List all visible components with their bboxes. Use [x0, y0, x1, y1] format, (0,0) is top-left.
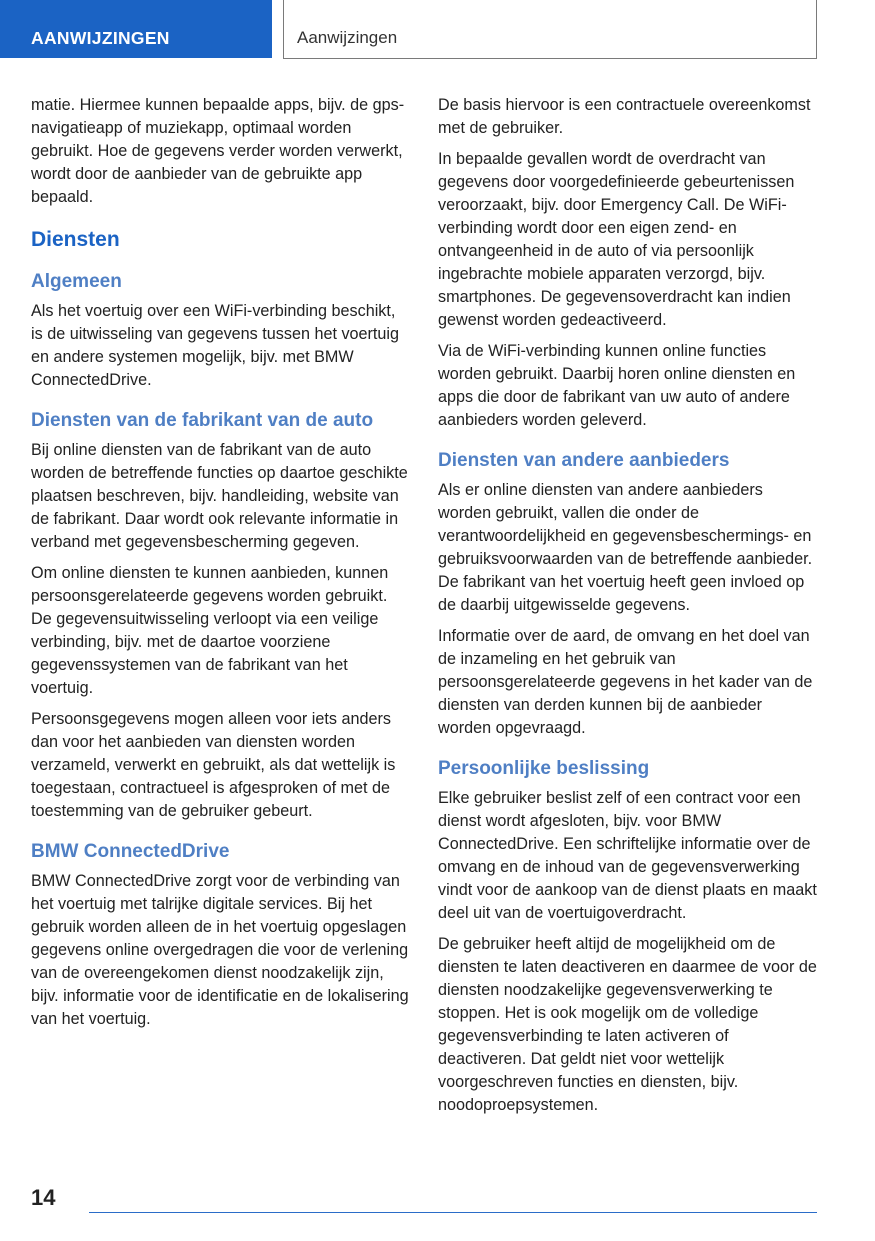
footer-divider: [89, 1212, 817, 1213]
andere-aanbieders-heading: Diensten van andere aanbieders: [438, 450, 730, 471]
andere-aanbieders-paragraph: Als er online diensten van andere aanbieders worden gebruikt, vallen die onder de verantwoordelijkheid en gegevensbeschermings- en gebruiksvoorwaarden van de betreffende aanbieder. De fabrikant van het voertuig heeft geen invloed op de daarbij uitgewisselde gegevens.: [438, 481, 813, 614]
fabrikant-paragraph: Persoonsgegevens mogen alleen voor iets anders dan voor het aanbieden van diensten worden verzameld, verwerkt en gebruikt, als dat wettelijk is toegestaan, contractueel is afgesproken of met de toestemming van de gebruiker gebeurt.: [31, 710, 396, 820]
right-column: [438, 94, 818, 1125]
intro-paragraph: matie. Hiermee kunnen bepaalde apps, bijv. de gps-navigatieapp of muziekapp, optimaal worden gebruikt. Hoe de gegevens verder worden verwerkt, wordt door de aanbieder van de gebruikte app bepaald.: [31, 96, 405, 206]
fabrikant-paragraph: Om online diensten te kunnen aanbieden, kunnen persoonsgerelateerde gegevens worden gebruikt. De gegevensuitwisseling verloopt via een veilige verbinding, bijv. met de daartoe voorziene gegevenssystemen van de fabrikant van het voertuig.: [31, 564, 389, 697]
page-number: 14: [31, 1185, 56, 1210]
persoonlijke-beslissing-paragraph: Elke gebruiker beslist zelf of een contract voor een dienst wordt afgesloten, bijv. voor BMW ConnectedDrive. Een schriftelijke informatie over de omvang en de inhoud van de gegevensverwerking vindt voor de aankoop van de dienst plaats en maakt deel uit van de voertuigoverdracht.: [438, 789, 817, 922]
diensten-heading: Diensten: [31, 228, 120, 251]
fabrikant-paragraph: Bij online diensten van de fabrikant van de auto worden de betreffende functies op daartoe geschikte plaatsen beschreven, bijv. handleiding, website van de fabrikant. Daar wordt ook relevante informatie in verband met gegevensbescherming gegeven.: [31, 441, 408, 551]
connecteddrive-paragraph: BMW ConnectedDrive zorgt voor de verbinding van het voertuig met talrijke digitale services. Bij het gebruik worden alleen de in het voertuig opgeslagen gegevens online overgedragen die voor de verlening van de overeengekomen dienst noodzakelijk zijn, bijv. informatie voor de identificatie en de lokalisering van het voertuig.: [31, 872, 409, 1028]
body-paragraph: In bepaalde gevallen wordt de overdracht van gegevens door voorgedefinieerde gebeurtenissen veroorzaakt, bijv. door Emergency Call. De WiFi-verbinding wordt door een eigen zend- en ontvangeenheid in de auto of via persoonlijk ingebrachte mobiele apparaten verzorgd, bijv. smartphones. De gegevensoverdracht kan indien gewenst worden gedeactiveerd.: [438, 150, 795, 329]
body-paragraph: De basis hiervoor is een contractuele overeenkomst met de gebruiker.: [438, 96, 811, 137]
persoonlijke-beslissing-paragraph: De gebruiker heeft altijd de mogelijkheid om de diensten te laten deactiveren en daarmee de voor de diensten noodzakelijke gegevensverwerking te stoppen. Het is ook mogelijk om de volledige gegevensverbinding te laten activeren of deactiveren. Dat geldt niet voor wettelijk voorgeschreven functies en diensten, bijv. noodoproepsystemen.: [438, 935, 817, 1114]
left-column: [31, 94, 411, 1039]
algemeen-heading: Algemeen: [31, 271, 122, 292]
section-tab: AANWIJZINGEN: [0, 0, 272, 58]
body-paragraph: Via de WiFi-verbinding kunnen online functies worden gebruikt. Daarbij horen online diensten en apps die door de fabrikant van uw auto of andere aanbieders worden geleverd.: [438, 342, 796, 429]
fabrikant-heading: Diensten van de fabrikant van de auto: [31, 410, 374, 431]
persoonlijke-beslissing-heading: Persoonlijke beslissing: [438, 758, 650, 779]
algemeen-paragraph: Als het voertuig over een WiFi-verbinding beschikt, is de uitwisseling van gegevens tussen het voertuig en andere systemen mogelijk, bijv. met BMW ConnectedDrive.: [31, 302, 400, 389]
connecteddrive-heading: BMW ConnectedDrive: [31, 841, 230, 862]
chapter-title: Aanwijzingen: [283, 0, 817, 59]
andere-aanbieders-paragraph: Informatie over de aard, de omvang en het doel van de inzameling en het gebruik van persoonsgerelateerde gegevens in het kader van de diensten van derden kunnen bij de aanbieder worden opgevraagd.: [438, 627, 813, 737]
